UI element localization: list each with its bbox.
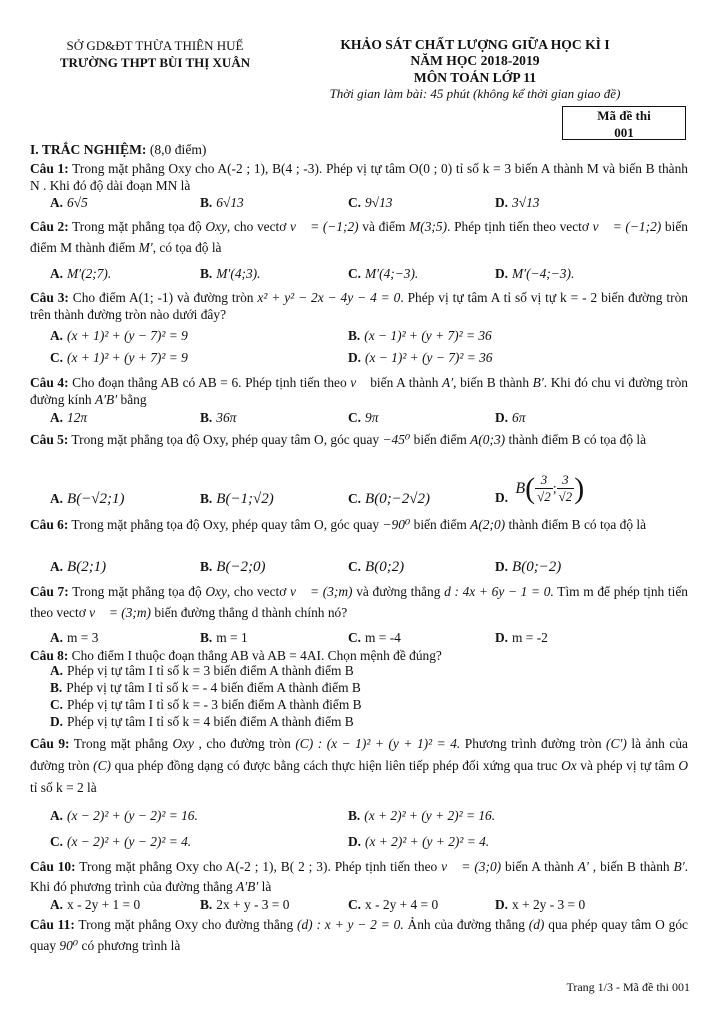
math-text: v⃗ = (3;0) [441,859,502,874]
option-text: 3√13 [512,195,540,210]
math-text: −90⁰ [382,517,411,532]
math-text: (C′) [606,736,627,751]
header-right [290,37,660,102]
option-text: (x − 1)² + (y − 7)² = 36 [365,350,493,365]
exam-code-value: 001 [614,124,634,140]
question-text: biến A thành [366,375,443,390]
q4-option-d[interactable]: D. 6π [495,410,526,425]
q3-option-a[interactable]: A. (x + 1)² + (y − 7)² = 9 [50,328,188,343]
q2-option-b[interactable]: B. M′(4;3). [200,266,261,281]
question-text: . Khi đó phương trình của đường thẳng [30,859,689,895]
q5-option-d[interactable]: D. B( $\frac{3}{√2}$ ; $\frac{3}{√2}$ ) [495,472,585,506]
page-footer: Trang 1/3 - Mã đề thi 001 [566,980,690,994]
option-text: 6√5 [67,195,88,210]
math-text: (d) [528,917,545,932]
q1-option-d[interactable]: D. 3√13 [495,195,540,210]
section-points: (8,0 điểm) [146,142,207,157]
question-text: Phương trình đường tròn [460,736,607,751]
option-text: (x + 1)² + (y + 7)² = 9 [67,350,188,365]
question-text: Trong mặt phẳng tọa độ [68,219,206,234]
question-text: và điểm [358,219,410,234]
q6-option-d[interactable]: D. B(0;−2) [495,559,562,575]
question-text: có phương trình là [78,938,181,954]
question-text: và phép vị tự tâm [576,758,679,774]
numerator: 3 [535,472,553,489]
q10-option-b[interactable]: B. 2x + y - 3 = 0 [200,897,290,912]
question-text: qua phép đồng dạng có được bằng cách thực hiện liên tiếp phép đối xứng qua truc [111,758,562,774]
q3-option-c[interactable]: C. (x + 1)² + (y + 7)² = 9 [50,350,188,365]
question-label: Câu 3: [30,290,69,305]
option-text: B(0;2) [365,559,405,575]
q5-option-a[interactable]: A. B(−√2;1) [50,491,125,507]
option-text: x - 2y + 4 = 0 [365,897,439,912]
option-text: (x + 2)² + (y + 2)² = 16. [364,808,496,823]
option-text: B(0;−2√2) [365,491,431,507]
question-text: Trong mặt phẳng tọa độ [68,584,206,599]
math-text: −45⁰ [382,432,411,447]
q2-option-a[interactable]: A. M′(2;7). [50,266,112,281]
q7-option-b[interactable]: B. m = 1 [200,630,248,645]
question-text: biến A thành [501,859,578,874]
math-text: A′ [442,375,454,390]
question-label: Câu 8: [30,648,69,663]
question-text: , biến B thành [588,859,674,874]
question-7 [30,581,688,624]
q10-option-a[interactable]: A. x - 2y + 1 = 0 [50,897,141,912]
question-label: Câu 4: [30,375,69,390]
math-text: v⃗ = (3;m) [89,605,151,621]
math-text: v⃗ = (−1;2) [592,219,662,234]
option-text: M′(−4;−3). [512,266,575,281]
question-label: Câu 2: [30,219,69,234]
question-text: biến điểm [410,517,471,532]
question-text: và đường thẳng [352,584,445,599]
option-text: B(2;1) [67,559,107,575]
q2-option-c[interactable]: C. M′(4;−3). [348,266,419,281]
math-text: B′ [532,375,544,390]
question-text: . Phép tịnh tiến theo vectơ [447,219,593,234]
question-text: qua phép quay tâm O góc quay [30,917,688,954]
math-text: (d) : x + y − 2 = 0. [297,917,404,932]
math-text: A′ [577,859,589,874]
math-text: A(0;3) [470,432,506,447]
q7-option-c[interactable]: C. m = -4 [348,630,401,645]
option-text: x - 2y + 1 = 0 [67,897,141,912]
option-text: B(−√2;1) [67,491,125,507]
option-text: (x − 2)² + (y − 2)² = 16. [67,808,198,823]
question-3 [30,289,688,323]
math-text: Ox [561,758,577,774]
q10-option-c[interactable]: C. x - 2y + 4 = 0 [348,897,439,912]
option-text: (x + 2)² + (y + 2)² = 4. [365,834,490,849]
q7-option-d[interactable]: D. m = -2 [495,630,548,645]
q1-option-b[interactable]: B. 6√13 [200,195,244,210]
option-text: m = -4 [365,630,401,645]
option-text: 6√13 [216,195,244,210]
option-text: M′(4;3). [216,266,261,281]
question-text: Cho đoạn thẳng AB có AB = 6. Phép tịnh tiến theo [68,375,351,390]
question-text: , cho vectơ [226,584,291,599]
option-text: B(−1;√2) [216,491,274,507]
paren-close: ) [574,472,585,505]
question-text: , cho vectơ [226,219,291,234]
option-text: B [515,479,526,497]
q9-option-d[interactable]: D. (x + 2)² + (y + 2)² = 4. [348,834,490,849]
q1-option-c[interactable]: C. 9√13 [348,195,393,210]
option-text: 36π [216,410,237,425]
option-text: m = 3 [67,630,99,645]
math-text: v⃗ [350,375,367,390]
option-text: Phép vị tự tâm I tỉ số k = - 4 biến điểm A thành điểm B [66,680,361,695]
q9-option-c[interactable]: C. (x − 2)² + (y − 2)² = 4. [50,834,192,849]
q8-option-a[interactable]: A. Phép vị tự tâm I tỉ số k = 3 biến điểm A thành điểm B [50,663,354,678]
option-text: x + 2y - 3 = 0 [512,897,586,912]
option-text: Phép vị tự tâm I tỉ số k = - 3 biến điểm A thành điểm B [67,697,362,712]
q4-option-b[interactable]: B. 36π [200,410,237,425]
question-label: Câu 6: [30,517,69,532]
subject: MÔN TOÁN LỚP 11 [413,69,537,85]
q8-option-c[interactable]: C. Phép vị tự tâm I tỉ số k = - 3 biến điểm A thành điểm B [50,697,362,712]
school-year: NĂM HỌC 2018-2019 [410,53,540,69]
option-text: 12π [67,410,88,425]
question-text: là ảnh của đường tròn [30,736,688,774]
option-text: M′(2;7). [67,266,112,281]
q5-option-b[interactable]: B. B(−1;√2) [200,491,274,507]
question-10 [30,857,688,897]
paren-open: ( [525,472,536,505]
q2-option-d[interactable]: D. M′(−4;−3). [495,266,575,281]
q3-option-d[interactable]: D. (x − 1)² + (y − 7)² = 36 [348,350,493,365]
math-text: B′ [673,859,685,874]
option-text: M′(4;−3). [365,266,419,281]
section-heading [30,142,206,159]
option-text: (x + 1)² + (y − 7)² = 9 [67,328,188,343]
math-text: d : 4x + 6y − 1 = 0. [444,584,554,599]
q6-option-a[interactable]: A. B(2;1) [50,559,107,575]
math-text: 90⁰ [59,938,79,954]
math-text: x² + y² − 2x − 4y − 4 = 0 [257,290,401,305]
separator: ; [552,480,557,496]
question-text: . Phép vị tự tâm A tỉ số vị tự k = - 2 biến đường tròn trên thành đường tròn nào dưới đây? [30,290,688,323]
option-text: 9√13 [365,195,393,210]
option-text: 6π [512,410,526,425]
header-left [30,38,280,71]
option-text: B(0;−2) [512,559,562,575]
question-text: , cho đường tròn [194,736,296,751]
time-limit: Thời gian làm bài: 45 phút (không kể thời gian giao đề) [329,85,621,101]
math-text: M′ [138,239,153,255]
question-label: Câu 9: [30,736,70,751]
q10-option-d[interactable]: D. x + 2y - 3 = 0 [495,897,586,912]
q3-option-b[interactable]: B. (x − 1)² + (y + 7)² = 36 [348,328,492,343]
department-name: SỞ GD&ĐT THỪA THIÊN HUẾ [66,38,244,53]
question-text: Ảnh của đường thẳng [403,917,529,932]
question-text: biến điểm M thành điểm [30,219,688,255]
question-text: Cho điểm A(1; -1) và đường tròn [68,290,258,305]
math-text: O [678,758,688,774]
question-4 [30,374,688,408]
option-text: Phép vị tự tâm I tỉ số k = 3 biến điểm A thành điểm B [67,663,354,678]
question-text: Trong mặt phẳng Oxy cho A(-2 ; 1), B( 2 ; 3). Phép tịnh tiến theo [75,859,442,874]
exam-title: KHẢO SÁT CHẤT LƯỢNG GIỮA HỌC KÌ I [340,37,610,52]
math-text: Oxy [205,584,227,599]
q4-option-c[interactable]: C. 9π [348,410,379,425]
question-text: Trong mặt phẳng tọa độ Oxy, phép quay tâm O, góc quay [68,517,383,532]
math-text: Oxy [172,736,194,751]
question-text: , biến B thành [453,375,533,390]
q9-option-a[interactable]: A. (x − 2)² + (y − 2)² = 16. [50,808,198,823]
math-text: (C) : (x − 1)² + (y + 1)² = 4. [295,736,461,751]
math-text: v⃗ = (−1;2) [290,219,359,234]
math-text: A(2;0) [470,517,506,532]
question-label: Câu 11: [30,917,75,932]
school-name: TRƯỜNG THPT BÙI THỊ XUÂN [59,54,251,70]
option-text: m = -2 [512,630,548,645]
q5-option-c[interactable]: C. B(0;−2√2) [348,491,431,507]
numerator: 3 [557,472,575,489]
question-6 [30,515,688,535]
fraction [535,472,553,506]
option-text: (x − 1)² + (y + 7)² = 36 [364,328,492,343]
math-text: A′B′ [236,879,259,895]
option-text: Phép vị tự tâm I tỉ số k = 4 biến điểm A thành điểm B [67,714,354,729]
question-text: tỉ số k = 2 là [30,780,97,796]
question-text: Cho điểm I thuộc đoạn thẳng AB và AB = 4AI. Chọn mệnh đề đúng? [68,648,442,663]
math-text: A′B′ [94,392,118,408]
question-text: Trong mặt phẳng [69,736,173,751]
question-text: . Khi đó chu vi đường tròn đường kính [30,375,688,408]
fraction [557,472,575,506]
question-label: Câu 7: [30,584,69,599]
math-text: M(3;5) [409,219,448,234]
question-text: , có tọa độ là [152,239,222,255]
q1-option-a[interactable]: A. 6√5 [50,195,88,210]
question-text: thành điểm B có tọa độ là [505,432,647,447]
exam-code-label: Mã đề thi [597,108,651,123]
q6-option-b[interactable]: B. B(−2;0) [200,559,266,575]
math-text: (C) [93,758,111,774]
option-text: m = 1 [216,630,248,645]
question-label: Câu 5: [30,432,69,447]
denominator: √2 [558,489,573,505]
question-text: biến đường thẳng d thành chính nó? [150,605,348,621]
q6-option-c[interactable]: C. B(0;2) [348,559,405,575]
option-text: 9π [365,410,379,425]
q7-option-a[interactable]: A. m = 3 [50,630,99,645]
option-text: B(−2;0) [216,559,266,575]
question-11 [30,914,688,957]
question-8 [30,647,688,664]
question-5 [30,430,688,450]
option-text: 2x + y - 3 = 0 [216,897,290,912]
question-text: bằng [117,392,147,408]
question-text: thành điểm B có tọa độ là [505,517,647,532]
question-1 [30,160,688,194]
question-text: Trong mặt phẳng Oxy cho đường thẳng [74,917,298,932]
q8-option-b[interactable]: B. Phép vị tự tâm I tỉ số k = - 4 biến điểm A thành điểm B [50,680,361,695]
exam-code-box [562,106,686,140]
question-text: biến điểm [410,432,471,447]
section-title: I. TRẮC NGHIỆM: [30,142,147,157]
option-text: (x − 2)² + (y − 2)² = 4. [67,834,192,849]
q8-option-d[interactable]: D. Phép vị tự tâm I tỉ số k = 4 biến điểm A thành điểm B [50,714,354,729]
math-text: v⃗ = (3;m) [290,584,353,599]
question-label: Câu 10: [30,859,76,874]
question-9 [30,733,688,799]
question-label: Câu 1: [30,161,69,176]
question-text: Trong mặt phẳng Oxy cho A(-2 ; 1), B(4 ; -3). Phép vị tự tâm O(0 ; 0) tỉ số k = 3 biến A thành M và biến B thành N . Khi đó độ dài đoạn MN là [30,161,688,194]
question-text: Trong mặt phẳng tọa độ Oxy, phép quay tâm O, góc quay [68,432,383,447]
q4-option-a[interactable]: A. 12π [50,410,88,425]
question-2 [30,217,688,259]
question-text: Tìm m để phép tịnh tiến theo vectơ [30,584,688,621]
q9-option-b[interactable]: B. (x + 2)² + (y + 2)² = 16. [348,808,496,823]
question-text: là [258,879,272,895]
math-text: Oxy [205,219,227,234]
denominator: √2 [537,489,551,505]
